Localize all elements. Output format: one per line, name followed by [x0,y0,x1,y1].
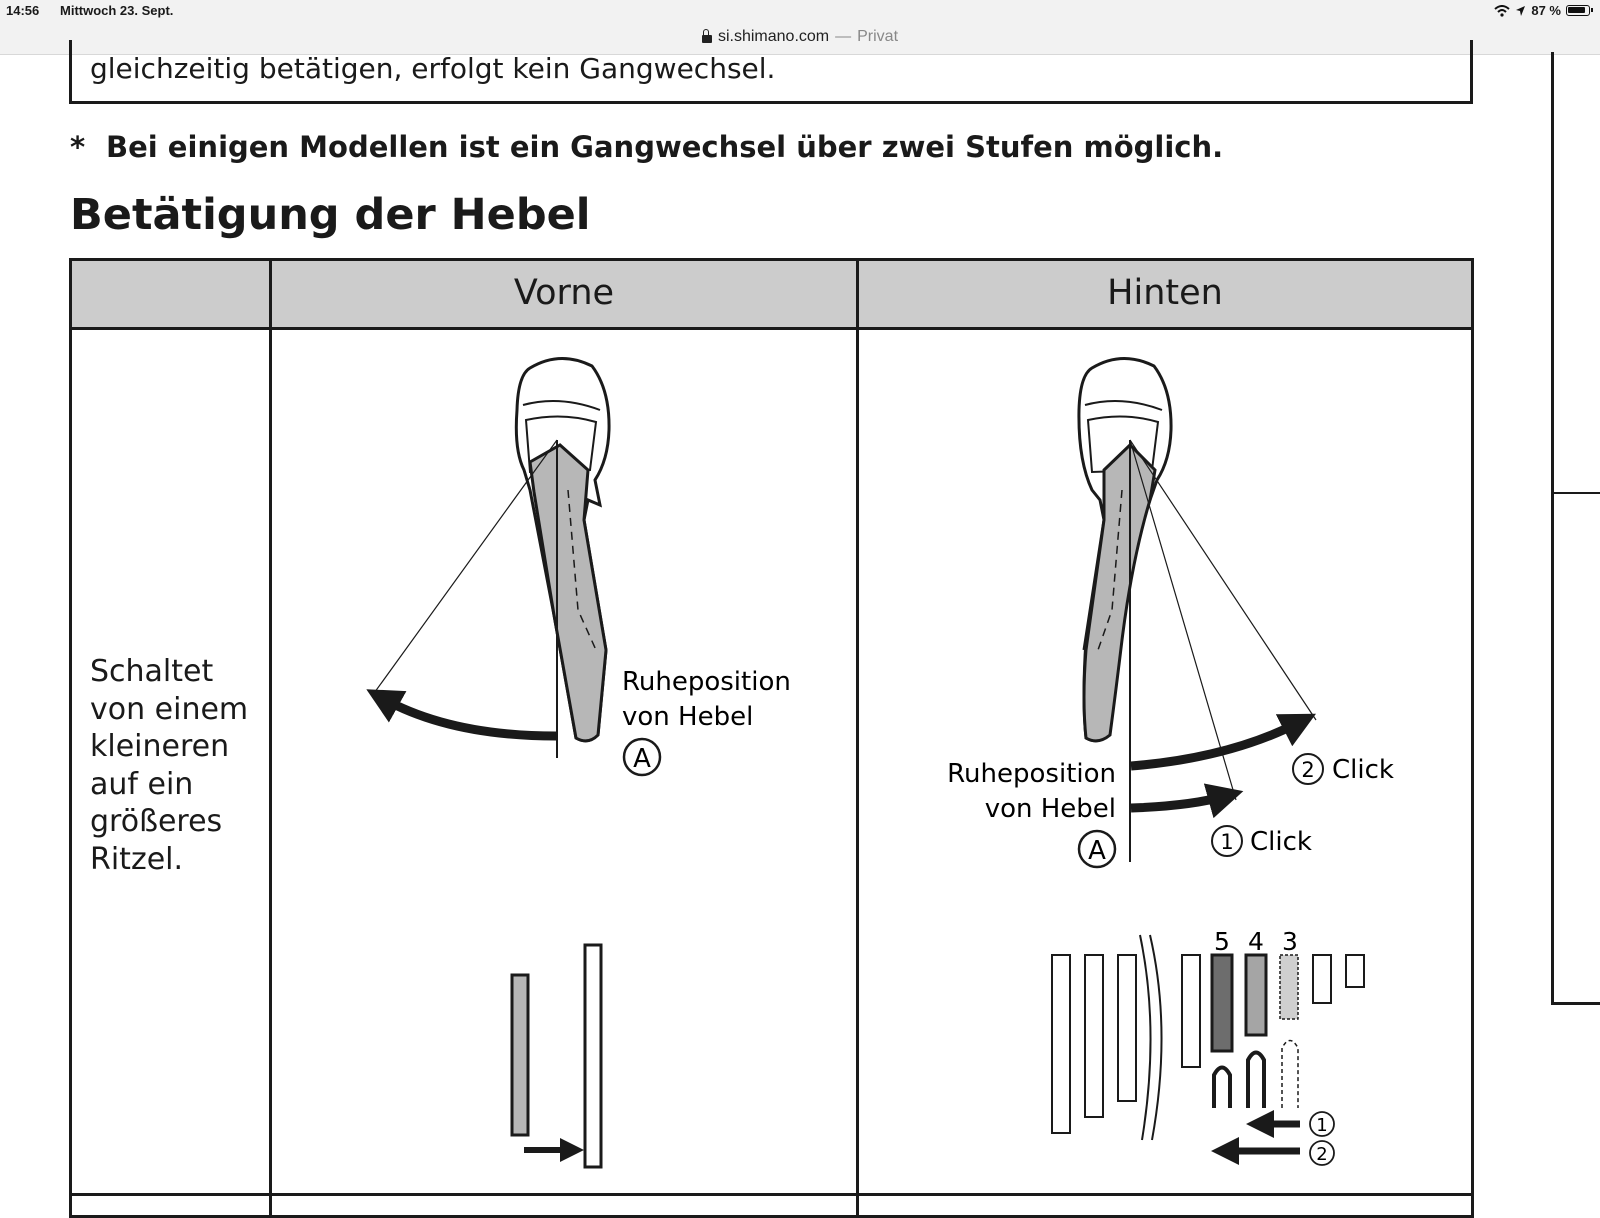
private-mode-label: Privat [857,28,899,45]
note-text: Bei einigen Modellen ist ein Gangwechsel über zwei Stufen möglich. [106,130,1224,164]
front-rest-label: Ruheposition [622,667,791,697]
url-domain[interactable]: si.shimano.com [717,28,830,45]
status-date: Mittwoch 23. Sept. [60,3,174,18]
arrow1-number: 1 [1316,1115,1328,1136]
status-time: 14:56 [6,3,40,18]
front-rest-label: von Hebel [622,702,754,732]
row-label-line: von einem [90,691,249,727]
note-asterisk: * [70,130,86,164]
row-label-line: kleineren [90,729,230,764]
previous-note-text: gleichzeitig betätigen, erfolgt kein Gangwechsel. [90,52,776,85]
rear-cassette-diagram [1052,927,1364,1165]
section-heading: Betätigung der Hebel [70,190,591,240]
click1-label: Click [1250,827,1312,857]
row-label-line: auf ein [90,766,194,802]
front-lever-illustration [372,358,791,775]
front-derailleur-diagram [512,945,601,1167]
sprocket-label: 4 [1248,927,1264,956]
click2-number: 2 [1301,758,1315,782]
sprocket-label: 3 [1282,927,1298,956]
click2-label: Click [1332,755,1394,785]
row-label-line: Ritzel. [90,841,184,877]
front-marker: A [633,744,651,774]
header-rear: Hinten [1107,273,1223,313]
rear-rest-label: von Hebel [984,794,1116,824]
url-separator: — [835,28,852,45]
battery-percent: 87 % [1531,3,1561,18]
rear-rest-label: Ruheposition [947,759,1116,789]
click1-number: 1 [1220,830,1234,854]
rear-lever-illustration [947,358,1394,867]
sprocket-label: 5 [1214,927,1230,956]
arrow2-number: 2 [1316,1144,1328,1165]
row-label-line: Schaltet [90,654,214,689]
adjacent-page-line [1554,492,1600,494]
header-front: Vorne [513,273,615,313]
adjacent-page-fragment [1551,52,1600,1005]
rear-marker: A [1088,836,1106,866]
row-label-line: größeres [90,804,223,839]
